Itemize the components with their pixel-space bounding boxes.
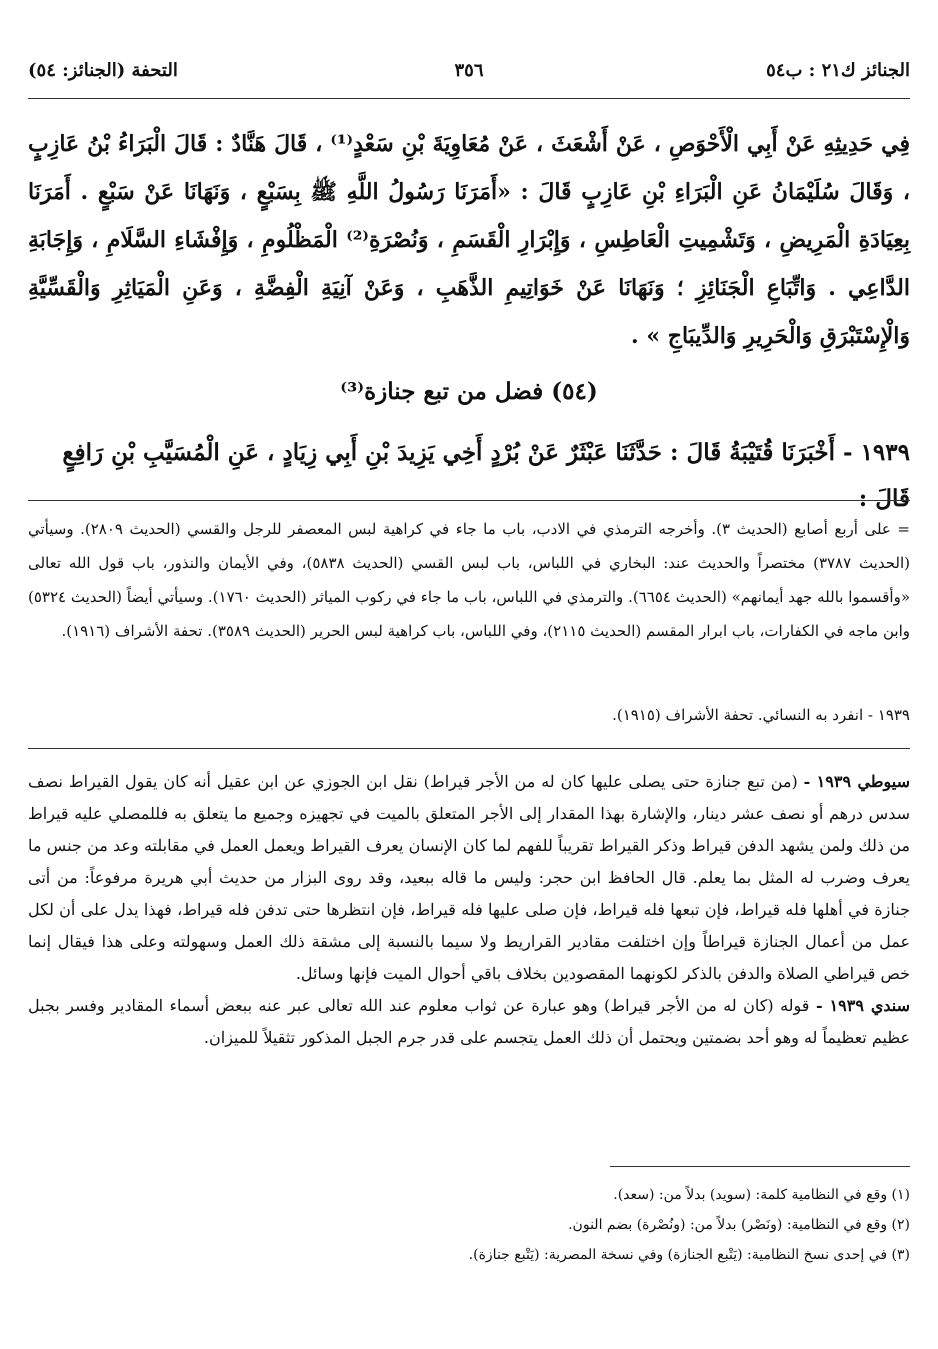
running-header	[28, 60, 910, 90]
takhrij-note-1939: ١٩٣٩ - انفرد به النسائي. تحفة الأشراف (١٩١٥).	[612, 706, 910, 724]
footnotes-divider	[610, 1166, 910, 1167]
header-chapter-ref: الجنائز ك٢١ : ب٥٤	[766, 60, 910, 81]
takhrij-notes	[28, 512, 910, 648]
suyuti-commentary	[28, 766, 910, 990]
sindi-label: سندي ١٩٣٩ -	[815, 996, 911, 1015]
takhrij-text: = على أربع أصابع (الحديث ٣). وأخرجه الترمذي في الادب، باب ما جاء في كراهية لبس المعصفر للرجل والقسي (الحديث ٢٨٠٩). وسيأتي (الحديث ٣٧٨٧) مختصراً والحديث عند: البخاري في اللباس، باب لبس القسي (الحديث ٥٨٣٨)، وفي الأيمان والنذور، باب قول الله تعالى «وأقسموا بالله جهد أيمانهم» (الحديث ٦٦٥٤). والترمذي في اللباس، باب ما جاء في ركوب المياثر (الحديث ١٧٦٠). وسيأتي أيضاً (الحديث ٥٣٢٤) وابن ماجه في الكفارات، باب ابرار المقسم (الحديث ٢١١٥)، وفي اللباس، باب كراهية لبس الحرير (الحديث ٣٥٨٩). تحفة الأشراف (١٩١٦).	[28, 520, 910, 640]
footnotes	[28, 1180, 910, 1270]
suyuti-text: (من تبع جنازة حتى يصلى عليها كان له من الأجر قيراط) نقل ابن الجوزي عن ابن عقيل أنه كان يقول القيراط نصف سدس درهم أو نصف عشر دينار، والإشارة بهذا المقدار إلى الأجر المتعلق بالميت في تجهيزه وجميع ما يتعلق به فللمصلي عليه قيراط من ذلك ولمن يشهد الدفن قيراط وذكر القيراط تقريباً للفهم لما كان الإنسان يعرف القيراط ويعمل العمل في مقابلته وعد من جنس ما يعرف وضرب له المثل بما يعلم. قال الحافظ ابن حجر: وليس ما قاله ببعيد، وقد روى البزار من حديث أبي هريرة مرفوعاً: من أتى جنازة في أهلها فله قيراط، فإن تبعها فله قيراط، فإن صلى عليها فله قيراط، فإن انتظرها حتى تدفن فله قيراط، فهذا يدل على أن لكل عمل من أعمال الجنازة قيراطاً وإن اختلفت مقادير القراريط ولا سيما بالنسبة إلى مشقة ذلك العمل وسهولته وعلى هذا فيقال إنما خص قيراطي الصلاة والدفن بالذكر لكونهما المقصودين بخلاف باقي أحوال الميت فإنها وسائل.	[28, 772, 911, 983]
footnote: (١) وقع في النظامية كلمة: (سويد) بدلاً من: (سعد).	[613, 1187, 910, 1203]
commentary-section	[28, 766, 910, 1054]
suyuti-label: سيوطي ١٩٣٩ -	[803, 772, 911, 791]
chapter-title: (٥٤) فضل من تبع جنازة⁽³⁾	[340, 378, 598, 405]
header-divider	[28, 98, 910, 99]
hadith-body	[28, 120, 910, 360]
page-number: ٣٥٦	[454, 60, 484, 81]
hadith-1939-opening: ١٩٣٩ - أَخْبَرَنَا قُتَيْبَةُ قَالَ : حَدَّثَنَا عَبْثَرٌ عَنْ بُرْدٍ أَخِي يَزِيدَ بْنِ أَبِي زِيَادٍ ، عَنِ الْمُسَيَّبِ بْنِ رَافِعٍ قَالَ :	[62, 439, 910, 512]
hadith-text: فِي حَدِيثِهِ عَنْ أَبِي الْأَحْوَصِ ، عَنْ أَشْعَثَ ، عَنْ مُعَاوِيَةَ بْنِ سَعْدٍ⁽¹⁾ ، قَالَ هَنَّادٌ : قَالَ الْبَرَاءُ بْنُ عَازِبٍ ، وَقَالَ سُلَيْمَانُ عَنِ الْبَرَاءِ بْنِ عَازِبٍ قَالَ : «أَمَرَنَا رَسُولُ اللَّهِ ﷺ بِسَبْعٍ ، وَنَهَانَا عَنْ سَبْعٍ . أَمَرَنَا بِعِيَادَةِ الْمَرِيضِ ، وَتَشْمِيتِ الْعَاطِسِ ، وَإِبْرَارِ الْقَسَمِ ، وَنُصْرَةِ⁽²⁾ الْمَظْلُومِ ، وَإِفْشَاءِ السَّلَامِ ، وَإِجَابَةِ الدَّاعِي . وَاتِّبَاعِ الْجَنَائِزِ ؛ وَنَهَانَا عَنْ خَوَاتِيمِ الذَّهَبِ ، وَعَنْ آنِيَةِ الْفِضَّةِ ، وَعَنِ الْمَيَاثِرِ وَالْقَسِّيَّةِ وَالْإِسْتَبْرَقِ وَالْحَرِيرِ وَالدِّيبَاجِ » .	[28, 131, 910, 349]
notes-divider	[28, 500, 910, 501]
footnote: (٢) وقع في النظامية: (ونَصْر) بدلاً من: (ونُصْرة) بضم النون.	[568, 1217, 910, 1233]
commentary-divider	[28, 748, 910, 749]
sindi-text: قوله (كان له من الأجر قيراط) وهو عبارة عن ثواب معلوم عند الله تعالى عبر عنه ببعض أسماء المقادير وفسر بجبل عظيم تعظيماً له وهو أحد بضمتين ويحتمل أن ذلك العمل يتجسم على قدر جرم الجبل المذكور تثقيلاً للميزان.	[28, 996, 910, 1047]
footnote: (٣) في إحدى نسخ النظامية: (يَتْبع الجنازة) وفي نسخة المصرية: (يَتْبع جنازة).	[468, 1247, 910, 1263]
header-tuhfa-ref: التحفة (الجنائز: ٥٤)	[28, 60, 178, 81]
sindi-commentary	[28, 990, 910, 1054]
